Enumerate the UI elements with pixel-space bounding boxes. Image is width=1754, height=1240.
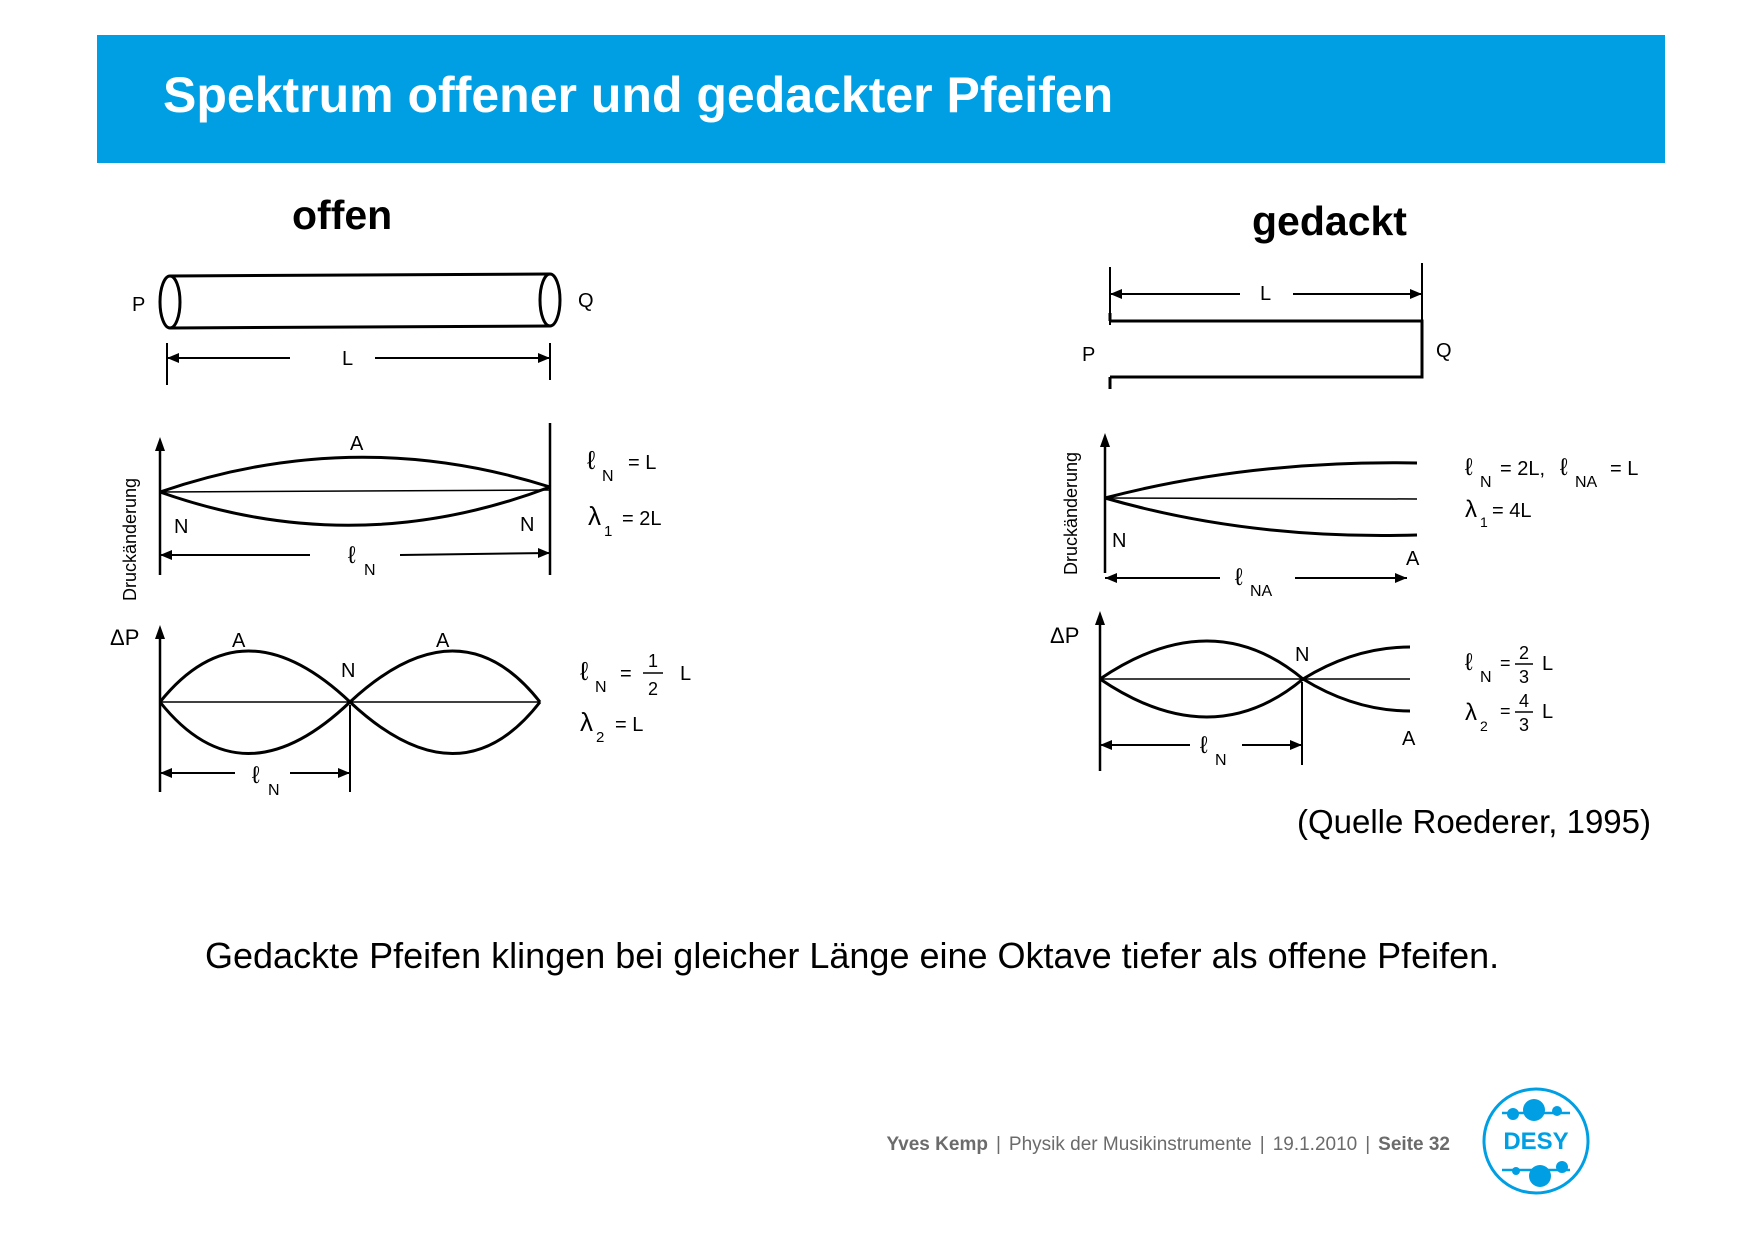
open-mode2-ell: ℓ <box>252 762 260 789</box>
open-eq1-ell-sub: N <box>602 468 614 485</box>
footer: Yves Kemp | Physik der Musikinstrumente | 19.1.2010 | Seite 32 <box>886 1134 1450 1155</box>
closed-mode2-node: N <box>1295 644 1310 666</box>
open-mode1-antinode-label: A <box>350 433 364 455</box>
open-eq1-lambda-sub: 1 <box>604 523 613 540</box>
open-end-p-label: P <box>132 294 146 316</box>
closed-eq1-ell-sub: N <box>1480 474 1492 491</box>
open-eq1-lambda-value: = 2L <box>622 508 662 530</box>
open-eq1-ell: ℓ <box>587 445 596 475</box>
open-mode1-node-left: N <box>174 516 189 538</box>
closed-eq2-lambda-unit: L <box>1542 701 1554 723</box>
open-length-label: L <box>342 348 354 370</box>
closed-eq1-na-value: = L <box>1610 458 1639 480</box>
open-mode2-antinode-1: A <box>232 630 246 652</box>
closed-eq2-frac-den: 3 <box>1519 667 1530 687</box>
closed-eq1-lambda-sub: 1 <box>1480 514 1488 530</box>
closed-end-q-label: Q <box>1436 340 1452 362</box>
closed-eq2-ell-sub: N <box>1480 669 1492 686</box>
open-mode1-ell: ℓ <box>348 542 356 569</box>
closed-eq1-value: = 2L, <box>1500 458 1546 480</box>
closed-axis-label: Druckänderung <box>1061 451 1081 575</box>
open-eq2-ell: ℓ <box>580 656 589 686</box>
footer-page: Seite 32 <box>1378 1134 1450 1155</box>
open-eq1-value: = L <box>628 452 657 474</box>
closed-end-p-label: P <box>1082 344 1096 366</box>
footer-date: 19.1.2010 <box>1272 1134 1358 1155</box>
open-mode2-antinode-2: A <box>436 630 450 652</box>
closed-eq1-lambda: λ <box>1465 496 1477 523</box>
open-mode2-node: N <box>341 660 356 682</box>
closed-eq2-frac2-num: 4 <box>1519 691 1530 711</box>
closed-eq2-ell: ℓ <box>1465 649 1473 676</box>
footer-author: Yves Kemp <box>886 1134 988 1155</box>
open-end-q-label: Q <box>578 290 594 312</box>
desy-logo <box>1480 1085 1592 1197</box>
open-axis-label: Druckänderung <box>120 477 140 601</box>
open-eq2-lambda: λ <box>580 707 593 737</box>
closed-mode1-node: N <box>1112 530 1127 552</box>
closed-mode2-ell-sub: N <box>1215 752 1227 769</box>
open-eq2-frac-num: 1 <box>648 651 659 671</box>
open-pipe-figure <box>110 255 730 815</box>
closed-mode2-antinode: A <box>1402 728 1416 750</box>
closed-eq2-eq: = <box>1500 653 1511 673</box>
closed-mode1-ell: ℓ <box>1235 564 1243 591</box>
open-eq2-eq: = <box>620 663 632 685</box>
slide-title: Spektrum offener und gedackter Pfeifen <box>163 67 1114 123</box>
closed-eq2-frac2-den: 3 <box>1519 715 1530 735</box>
open-length-dimension <box>167 343 550 385</box>
open-mode2-ell-sub: N <box>268 782 280 799</box>
closed-length-label: L <box>1260 283 1272 305</box>
open-eq2-unit: L <box>680 663 692 685</box>
closed-heading: gedackt <box>1252 198 1407 244</box>
open-eq2-lambda-sub: 2 <box>596 729 605 746</box>
closed-mode1-ell-sub: NA <box>1250 583 1273 600</box>
closed-pipe-figure <box>1050 255 1680 795</box>
closed-eq2-unit: L <box>1542 653 1554 675</box>
closed-mode2-ell: ℓ <box>1200 732 1208 759</box>
closed-eq1-ell-na-sub: NA <box>1575 474 1598 491</box>
open-heading: offen <box>292 192 393 238</box>
closed-eq2-lambda-sub: 2 <box>1480 718 1488 734</box>
title-bar <box>97 35 1665 163</box>
closed-eq2-frac-num: 2 <box>1519 643 1530 663</box>
footer-course: Physik der Musikinstrumente <box>1008 1134 1252 1155</box>
desy-logo-text: DESY <box>1503 1128 1569 1155</box>
open-eq2-lambda-value: = L <box>615 714 644 736</box>
closed-mode1-curve <box>1105 445 1417 578</box>
closed-eq1-ell-na: ℓ <box>1560 454 1568 481</box>
closed-mode2-curve <box>1100 622 1410 771</box>
open-pipe-drawing <box>160 274 560 328</box>
closed-pipe-drawing <box>1110 313 1422 389</box>
closed-eq1-ell: ℓ <box>1465 454 1473 481</box>
open-mode1-ell-sub: N <box>364 562 376 579</box>
closed-eq2-lambda-eq: = <box>1500 701 1511 721</box>
open-mode1-node-right: N <box>520 514 535 536</box>
closed-eq1-lambda-value: = 4L <box>1492 500 1532 522</box>
open-eq2-ell-sub: N <box>595 679 607 696</box>
open-eq1-lambda: λ <box>588 501 601 531</box>
closed-mode1-antinode: A <box>1406 548 1420 570</box>
open-eq2-frac-den: 2 <box>648 679 659 699</box>
closed-eq2-lambda: λ <box>1465 699 1477 726</box>
summary-text: Gedackte Pfeifen klingen bei gleicher Länge eine Oktave tiefer als offene Pfeifen. <box>205 935 1500 976</box>
closed-delta-p-label: ΔP <box>1050 623 1080 648</box>
source-citation: (Quelle Roederer, 1995) <box>1296 803 1651 840</box>
open-delta-p-label: ΔP <box>110 625 140 650</box>
